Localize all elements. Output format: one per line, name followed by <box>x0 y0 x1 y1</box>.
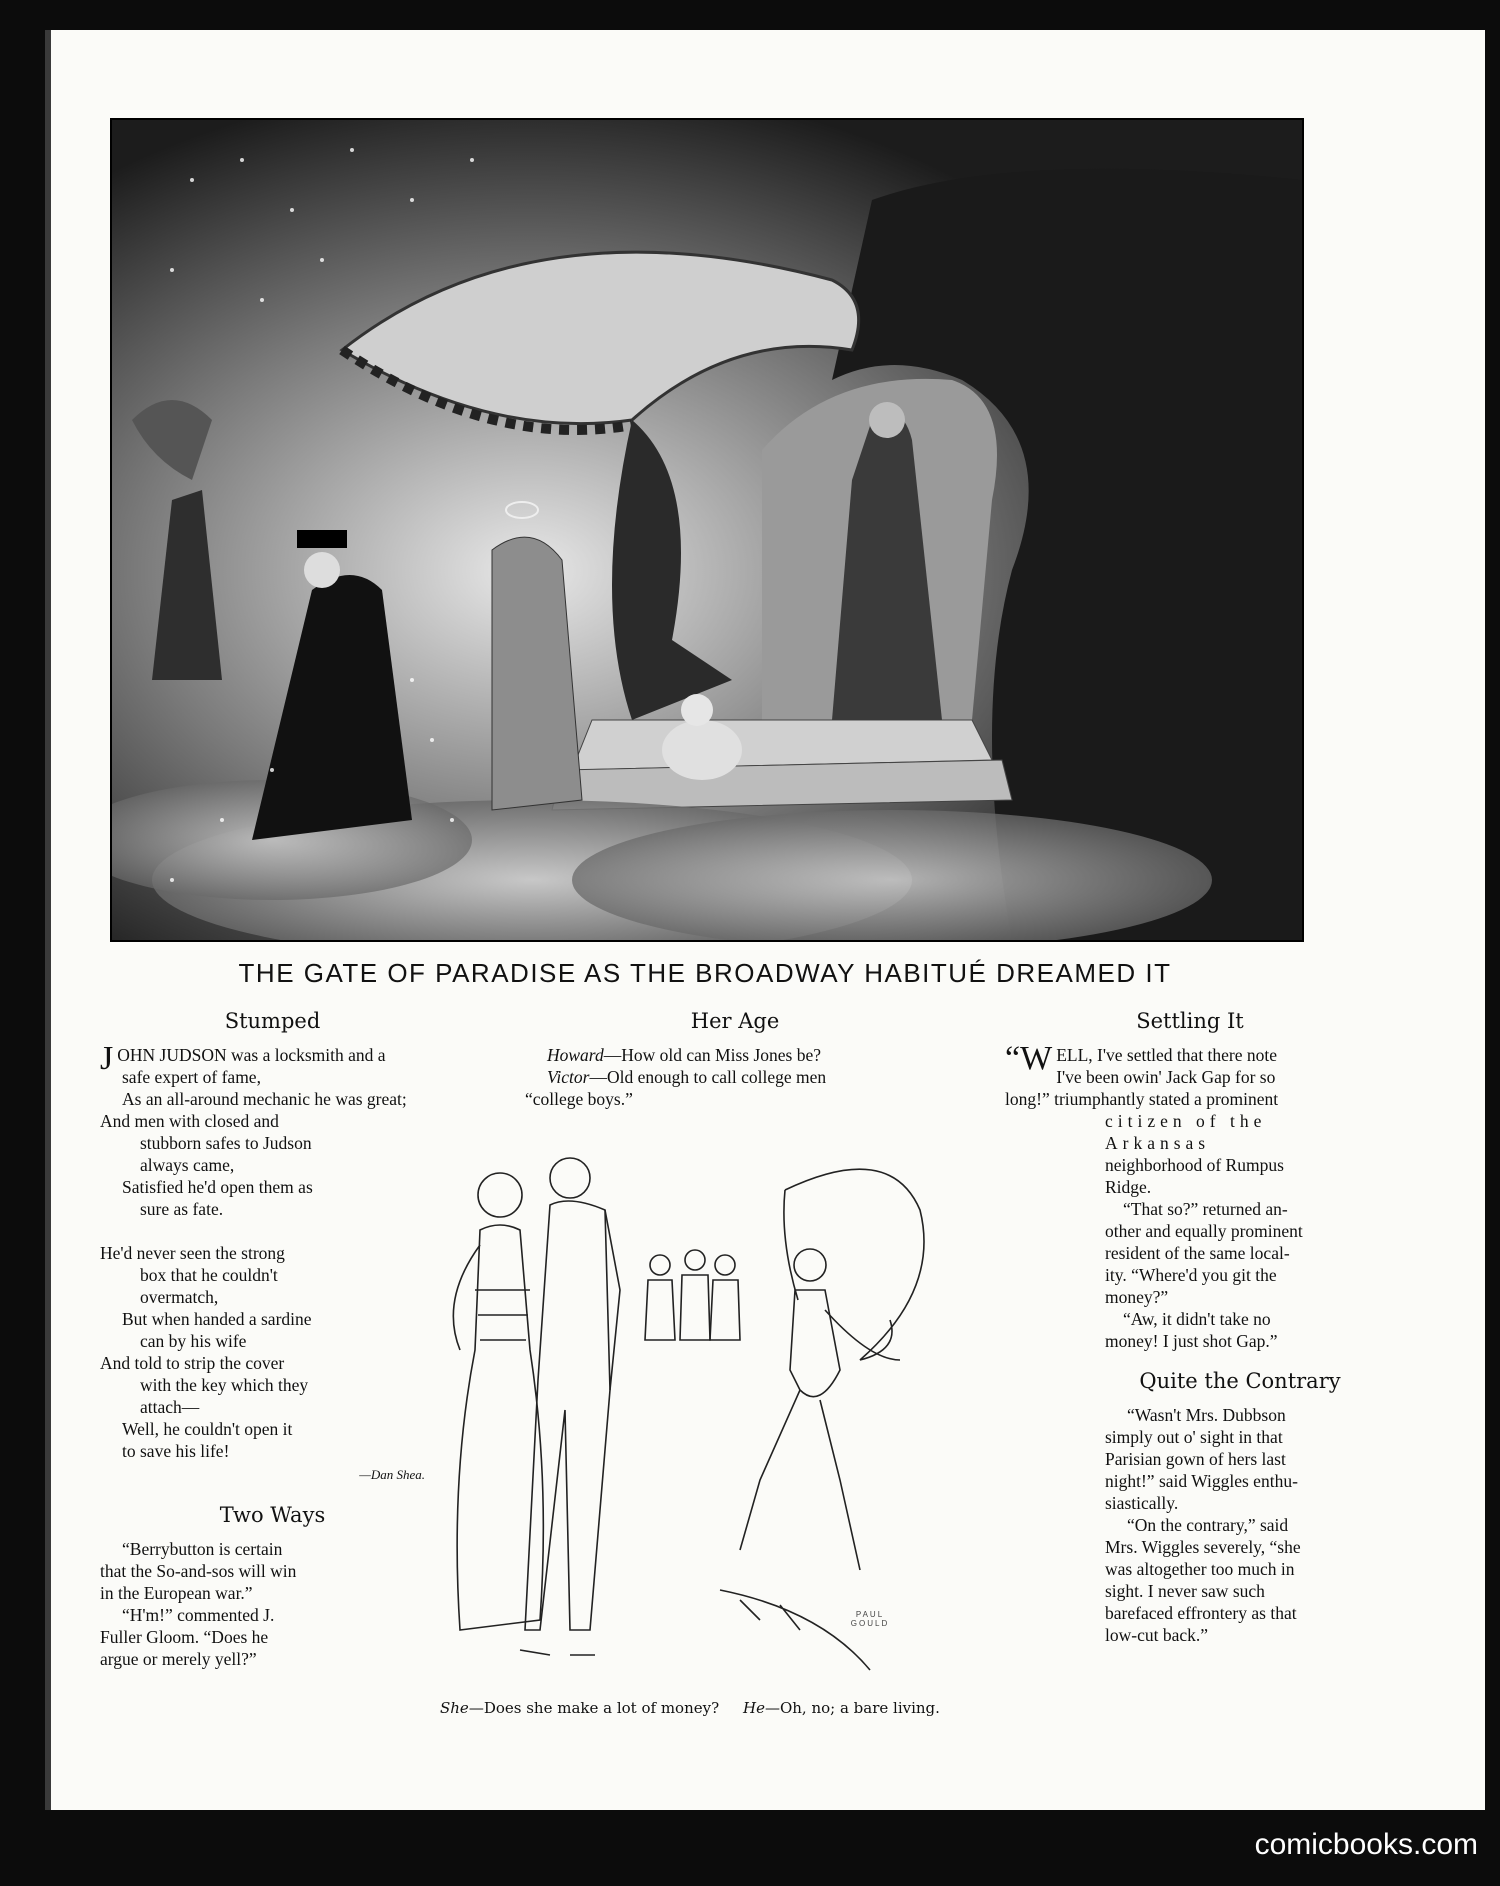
settling-line: money?” <box>1105 1287 1169 1307</box>
settling-it-title: Settling It <box>1136 1009 1244 1033</box>
her-age-speaker-victor: Victor <box>547 1067 590 1087</box>
her-age-line: —Old enough to call college men <box>589 1067 827 1087</box>
stumped-line: As an all-around mechanic he was great; <box>122 1089 407 1109</box>
settling-line: other and equally prominent <box>1105 1221 1303 1241</box>
her-age-speaker-howard: Howard <box>547 1045 604 1065</box>
contrary-line: simply out o' sight in that <box>1105 1427 1283 1447</box>
settling-it-dropcap: “W <box>1005 1040 1053 1077</box>
stumped-line: with the key which they <box>140 1375 309 1395</box>
two-ways-line: “H'm!” commented J. <box>122 1605 275 1625</box>
stumped-line: And told to strip the cover <box>100 1353 285 1373</box>
two-ways-line: that the So-and-sos will win <box>100 1561 297 1581</box>
contrary-line: Parisian gown of hers last <box>1105 1449 1286 1469</box>
stumped-line: can by his wife <box>140 1331 247 1351</box>
settling-line: citizen of the Arkansas <box>1105 1111 1267 1153</box>
stumped-column <box>100 1010 445 1670</box>
stumped-line: overmatch, <box>140 1287 219 1307</box>
settling-line: neighborhood of Rumpus <box>1105 1155 1284 1175</box>
contrary-line: barefaced effrontery as that <box>1105 1603 1297 1623</box>
contrary-line: low-cut back.” <box>1105 1625 1209 1645</box>
page-spine <box>45 30 51 1810</box>
stumped-line: sure as fate. <box>140 1199 224 1219</box>
caption-she-text: —Does she make a lot of money? <box>468 1699 720 1717</box>
stumped-title: Stumped <box>224 1009 321 1033</box>
magazine-page <box>45 30 1485 1810</box>
stumped-line: box that he couldn't <box>140 1265 278 1285</box>
settling-line: ELL, I've settled that there note <box>1056 1045 1278 1065</box>
contrary-line: night!” said Wiggles enthu- <box>1105 1471 1298 1491</box>
settling-line: I've been owin' Jack Gap for so <box>1056 1067 1276 1087</box>
two-ways-line: in the European war.” <box>100 1583 253 1603</box>
stumped-line: Satisfied he'd open them as <box>122 1177 313 1197</box>
caption-speaker-he: He <box>742 1699 765 1717</box>
contrary-line: sight. I never saw such <box>1105 1581 1265 1601</box>
two-ways-line: Fuller Gloom. “Does he <box>100 1627 269 1647</box>
stumped-line: attach— <box>140 1397 200 1417</box>
stumped-dropcap: J <box>100 1040 114 1077</box>
stumped-line: Well, he couldn't open it <box>122 1419 293 1439</box>
settling-line: Ridge. <box>1105 1177 1152 1197</box>
contrary-line: “Wasn't Mrs. Dubbson <box>1127 1405 1286 1425</box>
stumped-signature: —Dan Shea. <box>359 1467 425 1482</box>
settling-line: long!” triumphantly stated a prominent <box>1005 1089 1279 1109</box>
contrary-line: siastically. <box>1105 1493 1179 1513</box>
two-ways-title: Two Ways <box>219 1503 326 1527</box>
stumped-line: And men with closed and <box>100 1111 279 1131</box>
settling-line: ity. “Where'd you git the <box>1105 1265 1277 1285</box>
illustration-caption: THE GATE OF PARADISE AS THE BROADWAY HABITUÉ DREAMED IT <box>238 958 1172 988</box>
her-age-title: Her Age <box>690 1009 780 1033</box>
contrary-line: Mrs. Wiggles severely, “she <box>1105 1537 1301 1557</box>
stumped-line: But when handed a sardine <box>122 1309 312 1329</box>
drawing-caption <box>440 1699 1000 1717</box>
settling-line: “Aw, it didn't take no <box>1123 1309 1271 1329</box>
stumped-line: He'd never seen the strong <box>100 1243 285 1263</box>
contrary-line: was altogether too much in <box>1105 1559 1295 1579</box>
artist-signature: PAUL GOULD <box>850 1610 890 1628</box>
two-ways-line: “Berrybutton is certain <box>122 1539 283 1559</box>
her-age-line: “college boys.” <box>525 1089 633 1109</box>
gate-of-paradise-illustration <box>110 118 1304 942</box>
site-watermark: comicbooks.com <box>1254 1828 1478 1861</box>
caption-he-text: —Oh, no; a bare living. <box>764 1699 940 1717</box>
stumped-line: always came, <box>140 1155 235 1175</box>
her-age-column <box>525 1010 945 1110</box>
her-age-line: —How old can Miss Jones be? <box>603 1045 821 1065</box>
quite-contrary-title: Quite the Contrary <box>1139 1369 1341 1393</box>
settling-line: resident of the same local- <box>1105 1243 1290 1263</box>
stumped-line: safe expert of fame, <box>122 1067 261 1087</box>
contrary-line: “On the contrary,” said <box>1127 1515 1289 1535</box>
settling-line: “That so?” returned an- <box>1123 1199 1288 1219</box>
caption-speaker-she: She <box>440 1699 469 1717</box>
stumped-line: stubborn safes to Judson <box>140 1133 312 1153</box>
settling-it-column <box>1005 1010 1375 1646</box>
couple-and-dancer-drawing <box>420 1150 1010 1690</box>
settling-line: money! I just shot Gap.” <box>1105 1331 1278 1351</box>
stumped-line: to save his life! <box>122 1441 230 1461</box>
two-ways-line: argue or merely yell?” <box>100 1649 257 1669</box>
stumped-line: OHN JUDSON was a locksmith and a <box>117 1045 386 1065</box>
